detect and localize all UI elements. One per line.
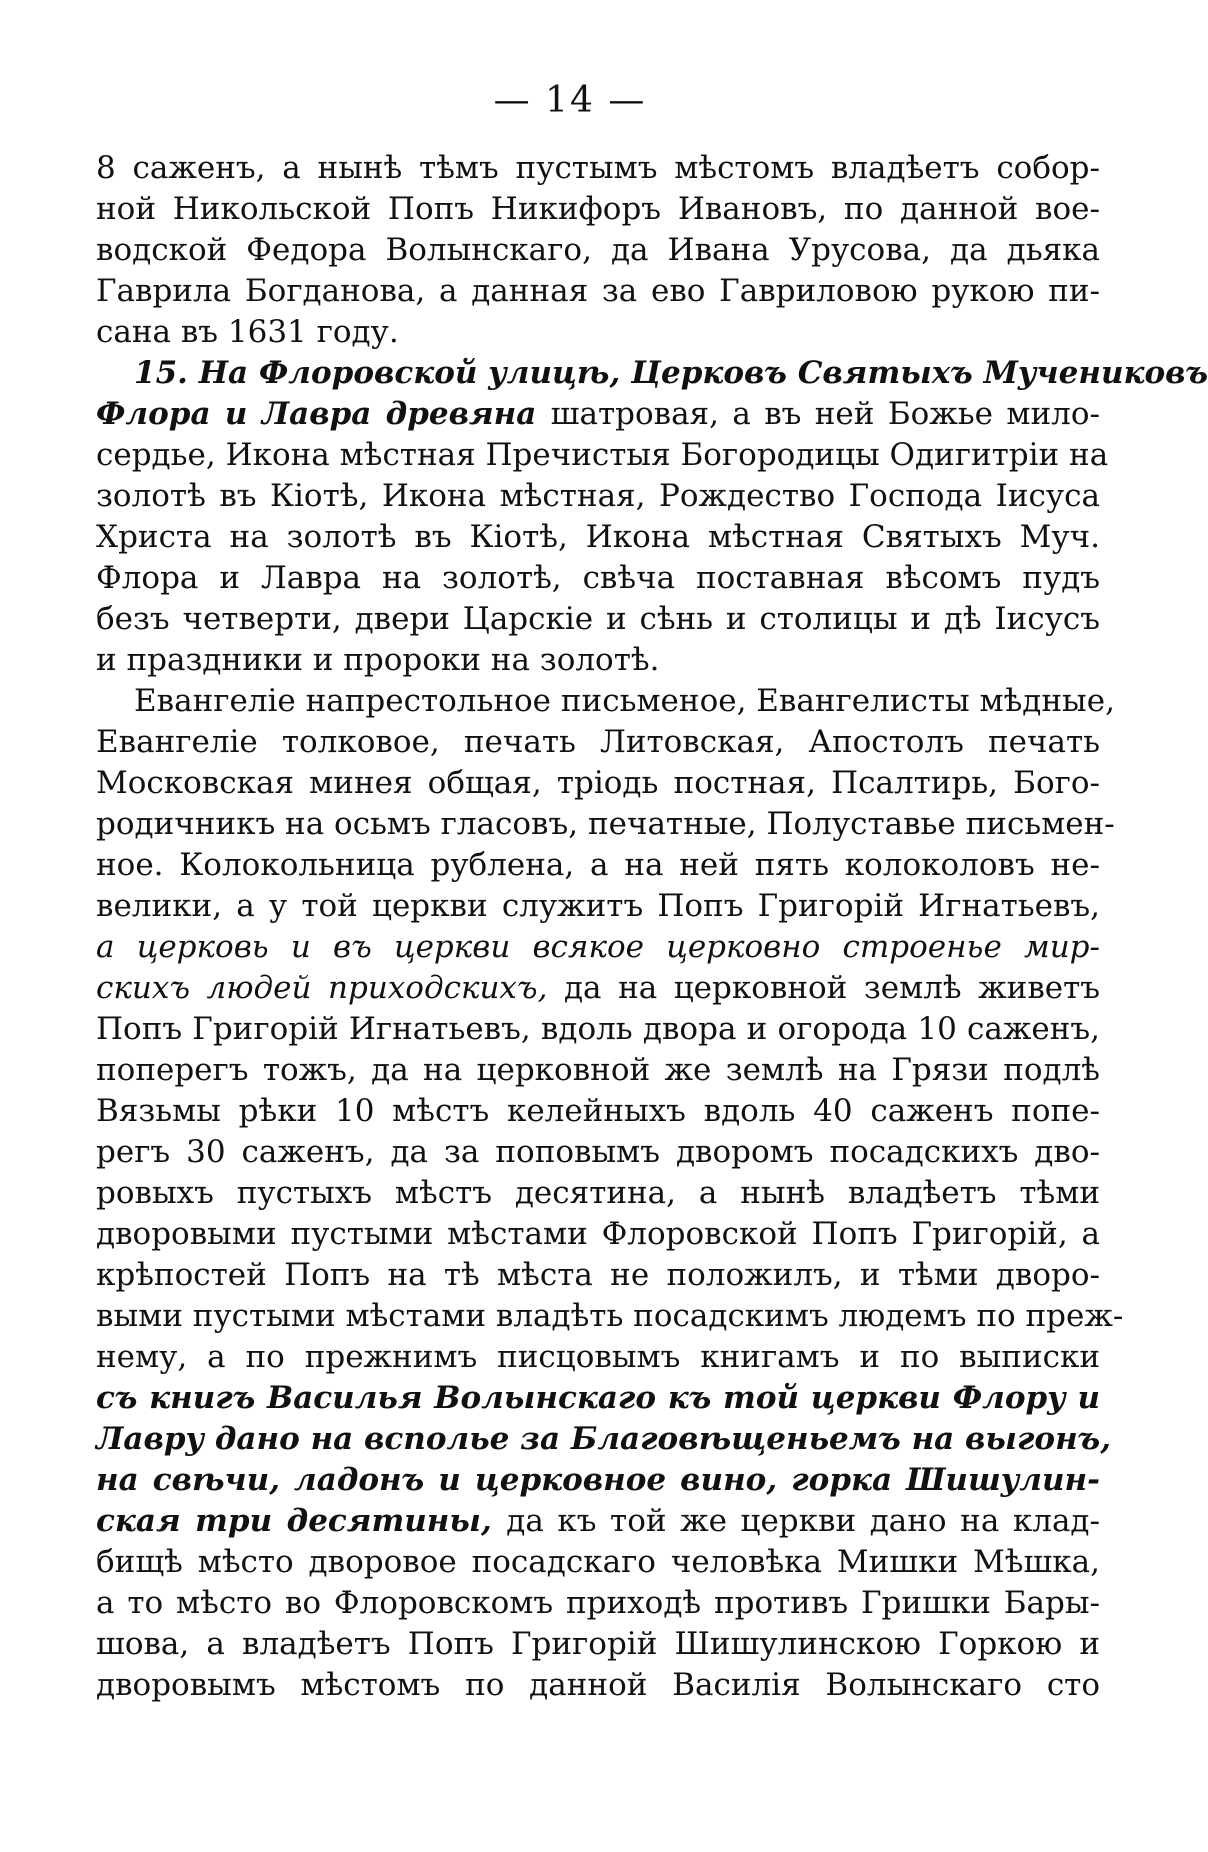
text-segment: золотѣ въ Кіотѣ, Икона мѣстная, Рождество Господа Іисуса xyxy=(96,478,1100,514)
text-line xyxy=(96,886,1100,927)
text-line xyxy=(96,476,1100,517)
text-line xyxy=(96,1624,1100,1665)
text-segment: родичникъ на осьмъ гласовъ, печатные, Полуставье письмен- xyxy=(96,806,1115,842)
text-segment: поперегъ тожъ, да на церковной же землѣ на Грязи подлѣ xyxy=(96,1052,1100,1088)
text-segment: бищѣ мѣсто дворовое посадскаго человѣка Мишки Мѣшка, xyxy=(96,1544,1100,1580)
text-line xyxy=(96,517,1100,558)
text-line xyxy=(96,640,1100,681)
text-line xyxy=(96,599,1100,640)
text-segment: Попъ Григорій Игнатьевъ, вдоль двора и огорода 10 саженъ, xyxy=(96,1011,1100,1047)
text-line xyxy=(96,435,1109,476)
text-segment: шова, а владѣетъ Попъ Григорій Шишулинскою Горкою и xyxy=(96,1626,1100,1662)
text-line xyxy=(96,1009,1100,1050)
text-segment: 8 саженъ, а нынѣ тѣмъ пустымъ мѣстомъ владѣетъ собор- xyxy=(96,150,1100,186)
text-segment: Евангеліе толковое, печать Литовская, Апостолъ печать xyxy=(96,724,1100,760)
text-segment: да къ той же церкви дано на клад- xyxy=(506,1503,1100,1539)
text-segment: регъ 30 саженъ, да за поповымъ дворомъ посадскихъ дво- xyxy=(96,1134,1100,1170)
text-segment: да на церковной землѣ живетъ xyxy=(563,970,1100,1006)
text-line xyxy=(96,1050,1100,1091)
text-line xyxy=(96,271,1100,312)
text-segment: сана въ 1631 году. xyxy=(96,314,399,350)
text-line xyxy=(96,804,1115,845)
text-line xyxy=(96,1542,1100,1583)
text-segment: нему, а по прежнимъ писцовымъ книгамъ и по выписки xyxy=(96,1339,1100,1375)
text-line xyxy=(96,353,1208,394)
text-line xyxy=(96,1583,1100,1624)
text-line xyxy=(96,189,1100,230)
text-line xyxy=(96,394,1100,435)
text-segment: а церковь и въ церкви всякое церковно строенье мир- xyxy=(96,929,1100,965)
text-line xyxy=(96,1337,1100,1378)
text-segment: дворовымъ мѣстомъ по данной Василія Волынскаго сто xyxy=(96,1667,1100,1703)
text-line xyxy=(96,927,1100,968)
text-segment: Лавру дано на всполье за Благовѣщеньемъ на выгонъ, xyxy=(96,1421,1111,1457)
text-segment: ной Никольской Попъ Никифоръ Ивановъ, по данной вое- xyxy=(96,191,1100,227)
text-line xyxy=(96,230,1100,271)
text-line xyxy=(96,312,1100,353)
text-line xyxy=(96,1173,1100,1214)
text-line xyxy=(96,968,1100,1009)
text-segment: безъ четверти, двери Царскіе и сѣнь и столицы и дѣ Іисусъ xyxy=(96,601,1100,637)
text-line xyxy=(96,1501,1100,1542)
text-segment: съ книгъ Василья Волынскаго къ той церкви Флору и xyxy=(96,1380,1100,1416)
text-line xyxy=(96,1255,1100,1296)
text-segment: Вязьмы рѣки 10 мѣстъ келейныхъ вдоль 40 саженъ попе- xyxy=(96,1093,1100,1129)
text-segment: сердье, Икона мѣстная Пречистыя Богородицы Одигитріи на xyxy=(96,437,1109,473)
text-segment: Флора и Лавра древяна xyxy=(96,396,551,432)
text-line xyxy=(96,845,1100,886)
text-segment: 15. На Флоровской улицѣ, Церковъ Святыхъ Мучениковъ xyxy=(134,355,1208,391)
text-segment: скихъ людей приходскихъ, xyxy=(96,970,564,1006)
text-segment: Христа на золотѣ въ Кіотѣ, Икона мѣстная Святыхъ Муч. xyxy=(96,519,1100,555)
text-segment: водской Федора Волынскаго, да Ивана Урусова, да дьяка xyxy=(96,232,1100,268)
text-segment: Московская минея общая, тріодь постная, Псалтирь, Бого- xyxy=(96,765,1100,801)
text-line xyxy=(96,148,1100,189)
text-segment: Гаврила Богданова, а данная за ево Гавриловою рукою пи- xyxy=(96,273,1100,309)
text-line xyxy=(96,681,1115,722)
text-line xyxy=(96,558,1100,599)
text-segment: ное. Колокольница рублена, а на ней пять колоколовъ не- xyxy=(96,847,1100,883)
text-segment: велики, а у той церкви служитъ Попъ Григорій Игнатьевъ, xyxy=(96,888,1100,924)
text-body xyxy=(96,148,1208,1706)
text-segment: и праздники и пророки на золотѣ. xyxy=(96,642,660,678)
text-line xyxy=(96,722,1100,763)
text-line xyxy=(96,1419,1111,1460)
text-segment: на свѣчи, ладонъ и церковное вино, горка Шишулин- xyxy=(96,1462,1100,1498)
text-segment: Евангеліе напрестольное письменое, Евангелисты мѣдные, xyxy=(134,683,1115,719)
text-line xyxy=(96,1214,1100,1255)
text-line xyxy=(96,763,1100,804)
text-segment: ская три десятины, xyxy=(96,1503,507,1539)
text-line xyxy=(96,1132,1100,1173)
text-segment: выми пустыми мѣстами владѣть посадскимъ людемъ по преж- xyxy=(96,1298,1124,1334)
text-segment: ровыхъ пустыхъ мѣстъ десятина, а нынѣ владѣетъ тѣми xyxy=(96,1175,1100,1211)
text-segment: дворовыми пустыми мѣстами Флоровской Попъ Григорій, а xyxy=(96,1216,1100,1252)
text-segment: крѣпостей Попъ на тѣ мѣста не положилъ, и тѣми дворо- xyxy=(96,1257,1100,1293)
text-line xyxy=(96,1378,1100,1419)
page-number: — 14 — xyxy=(493,80,647,121)
text-line xyxy=(96,1665,1100,1706)
text-line xyxy=(96,1460,1100,1501)
text-segment: а то мѣсто во Флоровскомъ приходѣ противъ Гришки Бары- xyxy=(96,1585,1100,1621)
text-segment: шатровая, а въ ней Божье мило- xyxy=(550,396,1100,432)
text-line xyxy=(96,1091,1100,1132)
text-segment: Флора и Лавра на золотѣ, свѣча поставная вѣсомъ пудъ xyxy=(96,560,1100,596)
text-line xyxy=(96,1296,1124,1337)
